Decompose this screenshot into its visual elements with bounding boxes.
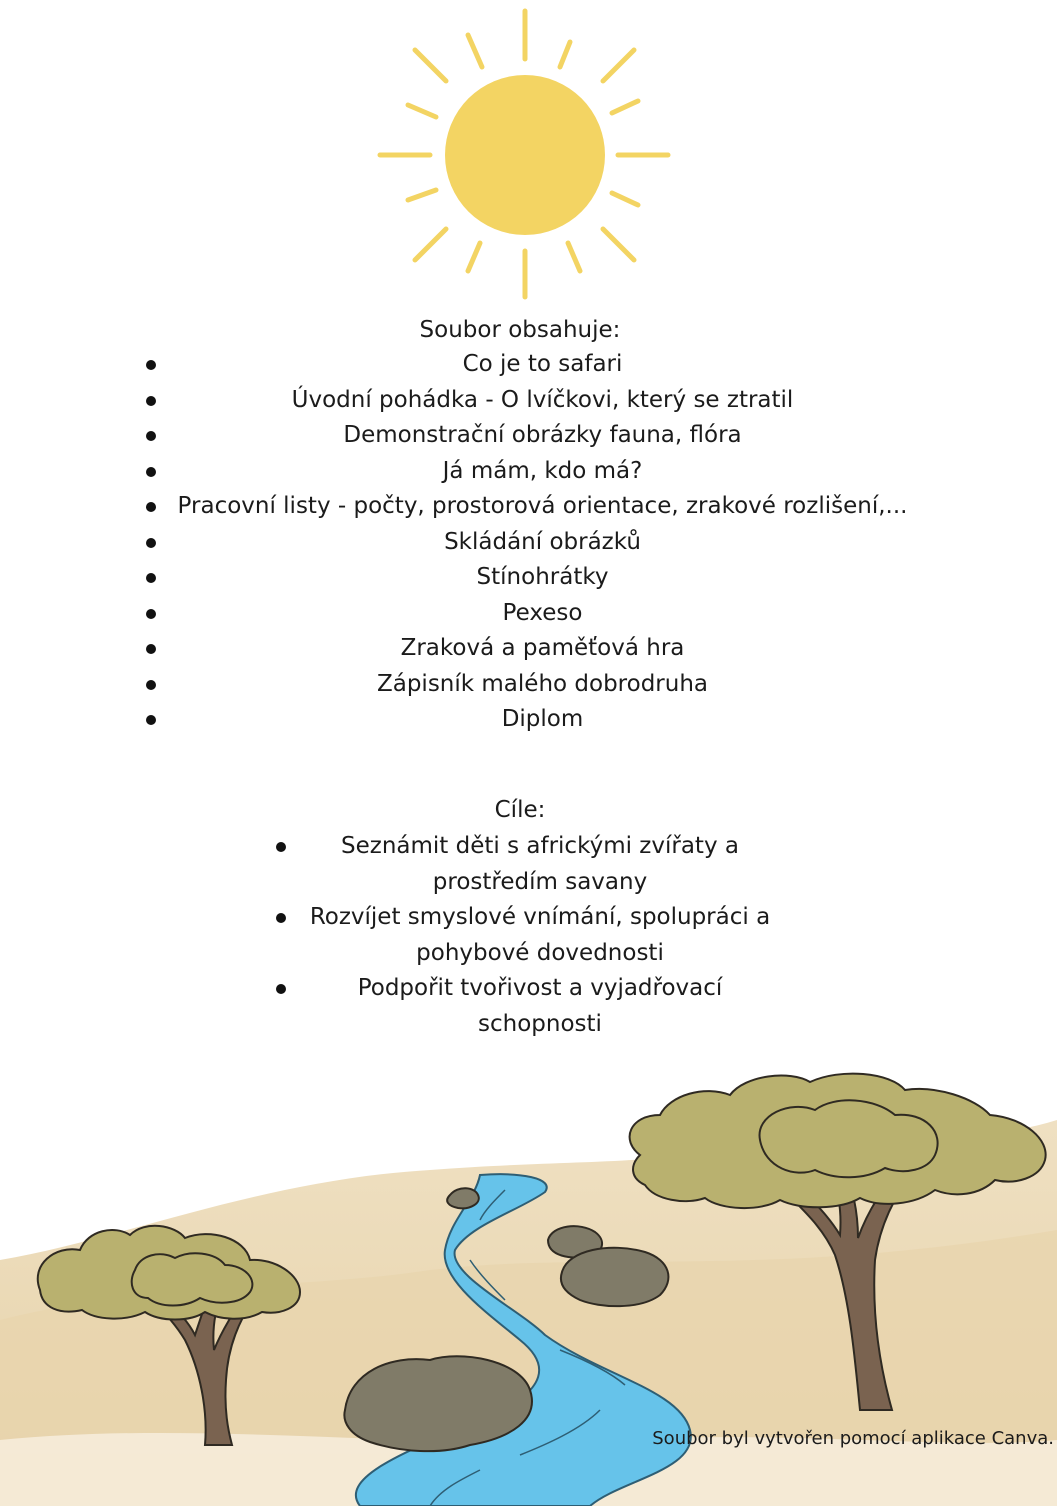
- rock: [561, 1248, 669, 1306]
- canva-credit: Soubor byl vytvořen pomocí aplikace Canva.: [652, 1428, 1054, 1449]
- list-item: Demonstrační obrázky fauna, flóra: [140, 418, 945, 454]
- contents-heading: Soubor obsahuje:: [419, 317, 621, 343]
- list-item: Pracovní listy - počty, prostorová orientace, zrakové rozlišení,...: [140, 489, 945, 525]
- goals-heading: Cíle:: [494, 797, 546, 823]
- list-item: Úvodní pohádka - O lvíčkovi, který se ztratil: [140, 383, 945, 419]
- list-item: Seznámit děti s africkými zvířaty a prostředím savany: [270, 829, 810, 900]
- goals-list: [270, 829, 810, 1042]
- list-item: Zraková a paměťová hra: [140, 631, 945, 667]
- list-item: Diplom: [140, 702, 945, 738]
- list-item: Co je to safari: [140, 347, 945, 383]
- sun-illustration: [370, 5, 680, 305]
- list-item: Zápisník malého dobrodruha: [140, 667, 945, 703]
- list-item: Pexeso: [140, 596, 945, 632]
- list-item: Já mám, kdo má?: [140, 454, 945, 490]
- list-item: Skládání obrázků: [140, 525, 945, 561]
- contents-list: [140, 347, 945, 738]
- list-item: Stínohrátky: [140, 560, 945, 596]
- list-item: Podpořit tvořivost a vyjadřovací schopnosti: [270, 971, 810, 1042]
- list-item: Rozvíjet smyslové vnímání, spolupráci a pohybové dovednosti: [270, 900, 810, 971]
